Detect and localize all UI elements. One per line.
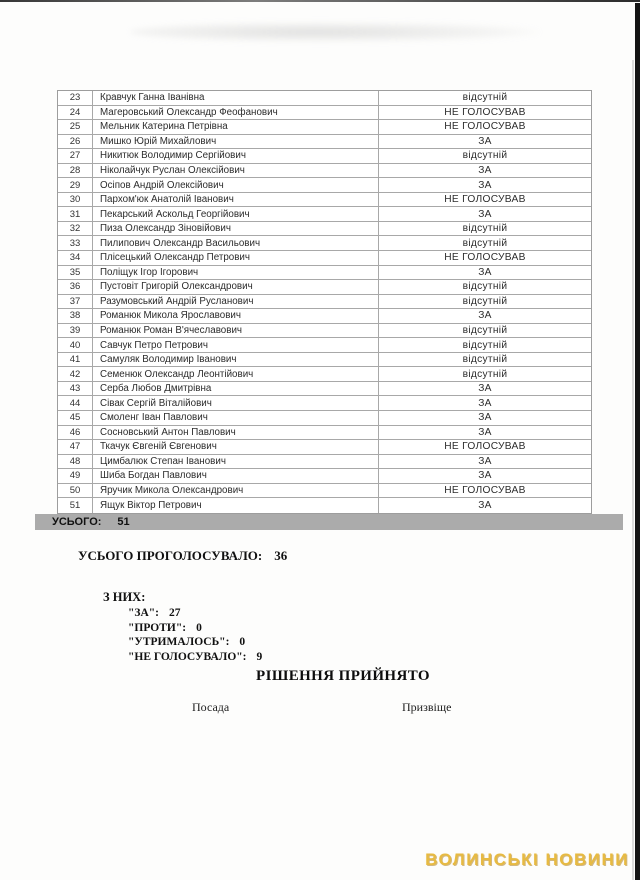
- deputy-name: Цимбалюк Степан Іванович: [93, 455, 379, 469]
- row-number: 44: [58, 396, 93, 410]
- total-value: 51: [117, 516, 130, 528]
- row-number: 26: [58, 135, 93, 149]
- table-row: [58, 396, 591, 411]
- signature-position-label: Посада: [192, 700, 230, 714]
- table-row: [58, 353, 591, 368]
- deputy-name: Поліщук Ігор Ігорович: [93, 266, 379, 280]
- vote-value: НЕ ГОЛОСУВАВ: [444, 441, 526, 453]
- vote-value: ЗА: [478, 266, 492, 278]
- table-row: [58, 309, 591, 324]
- vote-value: відсутній: [462, 223, 508, 235]
- deputy-name: Смоленг Іван Павлович: [93, 411, 379, 425]
- row-number: 40: [58, 338, 93, 352]
- total-voted-label: УСЬОГО ПРОГОЛОСУВАЛО:: [78, 548, 263, 563]
- table-row: [58, 222, 591, 237]
- table-row: [58, 251, 591, 266]
- vote-value: відсутній: [462, 339, 508, 351]
- deputy-name: Романюк Микола Ярославович: [93, 309, 379, 323]
- vote-value: відсутній: [462, 92, 508, 104]
- scan-top-edge: [0, 0, 640, 2]
- deputy-name: Мельник Катерина Петрівна: [93, 120, 379, 134]
- row-number: 24: [58, 106, 93, 120]
- table-row: [58, 135, 591, 150]
- row-number: 45: [58, 411, 93, 425]
- table-row: [58, 324, 591, 339]
- vote-value: ЗА: [478, 500, 492, 512]
- deputy-name: Пиза Олександр Зіновійович: [93, 222, 379, 236]
- row-number: 27: [58, 149, 93, 163]
- row-number: 50: [58, 484, 93, 498]
- table-row: [58, 120, 591, 135]
- vote-value: НЕ ГОЛОСУВАВ: [444, 252, 526, 264]
- vote-count-ne-holosuvalo: "НЕ ГОЛОСУВАЛО": 9: [128, 650, 263, 663]
- vote-value: ЗА: [478, 208, 492, 220]
- scan-right-edge-shadow: [632, 60, 634, 880]
- vote-value: ЗА: [478, 165, 492, 176]
- vote-value: НЕ ГОЛОСУВАВ: [444, 106, 526, 118]
- deputy-name: Ящук Віктор Петрович: [93, 498, 379, 513]
- vote-value: ЗА: [478, 310, 492, 322]
- vote-value: НЕ ГОЛОСУВАВ: [444, 194, 526, 206]
- row-number: 32: [58, 222, 93, 236]
- total-label: УСЬОГО:: [52, 516, 102, 528]
- vote-value: відсутній: [462, 150, 508, 162]
- row-number: 30: [58, 193, 93, 207]
- deputy-name: Магеровський Олександр Феофанович: [93, 106, 379, 120]
- deputy-name: Яручик Микола Олександрович: [93, 484, 379, 498]
- vote-count-utrymalos: "УТРИМАЛОСЬ": 0: [128, 636, 246, 649]
- vote-value: ЗА: [478, 397, 492, 409]
- deputy-name: Романюк Роман В'ячеславович: [93, 324, 379, 338]
- deputy-name: Ткачук Євгеній Євгенович: [93, 440, 379, 454]
- table-row: [58, 236, 591, 251]
- row-number: 48: [58, 455, 93, 469]
- row-number: 51: [58, 498, 93, 513]
- row-number: 47: [58, 440, 93, 454]
- deputy-name: Мишко Юрій Михайлович: [93, 135, 379, 149]
- row-number: 34: [58, 251, 93, 265]
- deputy-name: Никитюк Володимир Сергійович: [93, 149, 379, 163]
- row-number: 41: [58, 353, 93, 367]
- deputy-name: Семенюк Олександр Леонтійович: [93, 367, 379, 381]
- vote-value: ЗА: [478, 426, 492, 438]
- row-number: 33: [58, 236, 93, 250]
- table-row: [58, 164, 591, 179]
- vote-value: ЗА: [478, 383, 492, 395]
- table-row: [58, 469, 591, 484]
- scan-smudge-artifact: [130, 22, 540, 42]
- total-voted-line: [78, 548, 287, 564]
- table-row: [58, 149, 591, 164]
- table-row: [58, 426, 591, 441]
- vote-value: ЗА: [478, 179, 492, 191]
- row-number: 38: [58, 309, 93, 323]
- of-them-label: З НИХ:: [103, 590, 146, 604]
- vote-value: ЗА: [478, 135, 492, 147]
- table-row: [58, 367, 591, 382]
- row-number: 36: [58, 280, 93, 294]
- row-number: 39: [58, 324, 93, 338]
- deputy-name: Самуляк Володимир Іванович: [93, 353, 379, 367]
- vote-value: НЕ ГОЛОСУВАВ: [444, 485, 526, 497]
- row-number: 46: [58, 426, 93, 440]
- table-row: [58, 295, 591, 310]
- vote-value: ЗА: [478, 470, 492, 482]
- row-number: 23: [58, 91, 93, 105]
- deputy-name: Разумовський Андрій Русланович: [93, 295, 379, 309]
- table-row: [58, 411, 591, 426]
- vote-value: відсутній: [462, 368, 508, 380]
- vote-count-proty: "ПРОТИ": 0: [128, 621, 202, 634]
- deputy-name: Кравчук Ганна Іванівна: [93, 91, 379, 105]
- vote-table-body: [58, 91, 591, 513]
- vote-value: відсутній: [462, 325, 508, 337]
- deputy-name: Пилипович Олександр Васильович: [93, 236, 379, 250]
- vote-value: відсутній: [462, 237, 508, 249]
- table-row: [58, 440, 591, 455]
- total-bar: [35, 514, 623, 530]
- table-row: [58, 266, 591, 281]
- vote-value: відсутній: [462, 295, 508, 307]
- vote-value: відсутній: [462, 281, 508, 293]
- deputy-name: Серба Любов Дмитрівна: [93, 382, 379, 396]
- table-row: [58, 498, 591, 513]
- row-number: 28: [58, 164, 93, 178]
- deputy-name: Пархом'юк Анатолій Іванович: [93, 193, 379, 207]
- row-number: 25: [58, 120, 93, 134]
- vote-table: [57, 90, 592, 514]
- row-number: 42: [58, 367, 93, 381]
- vote-value: відсутній: [462, 354, 508, 366]
- row-number: 37: [58, 295, 93, 309]
- table-row: [58, 280, 591, 295]
- deputy-name: Савчук Петро Петрович: [93, 338, 379, 352]
- vote-value: ЗА: [478, 455, 492, 467]
- scan-right-edge: [635, 3, 640, 880]
- table-row: [58, 91, 591, 106]
- deputy-name: Пекарський Аскольд Георгійович: [93, 207, 379, 221]
- table-row: [58, 207, 591, 222]
- table-row: [58, 193, 591, 208]
- deputy-name: Пустовіт Григорій Олександрович: [93, 280, 379, 294]
- vote-counts: [128, 606, 262, 664]
- row-number: 49: [58, 469, 93, 483]
- row-number: 31: [58, 207, 93, 221]
- table-row: [58, 178, 591, 193]
- row-number: 29: [58, 178, 93, 192]
- total-voted-value: 36: [274, 548, 288, 563]
- deputy-name: Сосновський Антон Павлович: [93, 426, 379, 440]
- table-row: [58, 338, 591, 353]
- table-row: [58, 484, 591, 499]
- vote-count-za: "ЗА": 27: [128, 607, 181, 619]
- deputy-name: Шиба Богдан Павлович: [93, 469, 379, 483]
- table-row: [58, 106, 591, 121]
- signature-surname-label: Призвіще: [402, 700, 452, 714]
- table-row: [58, 382, 591, 397]
- vote-value: ЗА: [478, 412, 492, 424]
- deputy-name: Ніколайчук Руслан Олексійович: [93, 164, 379, 178]
- deputy-name: Осіпов Андрій Олексійович: [93, 178, 379, 192]
- decision-text: РІШЕННЯ ПРИЙНЯТО: [256, 668, 430, 684]
- row-number: 35: [58, 266, 93, 280]
- deputy-name: Сівак Сергій Віталійович: [93, 396, 379, 410]
- row-number: 43: [58, 382, 93, 396]
- vote-value: НЕ ГОЛОСУВАВ: [444, 121, 526, 133]
- watermark-volynski-novyny: ВОЛИНСЬКІ НОВИНИ: [425, 850, 629, 869]
- deputy-name: Плісецький Олександр Петрович: [93, 251, 379, 265]
- table-row: [58, 455, 591, 470]
